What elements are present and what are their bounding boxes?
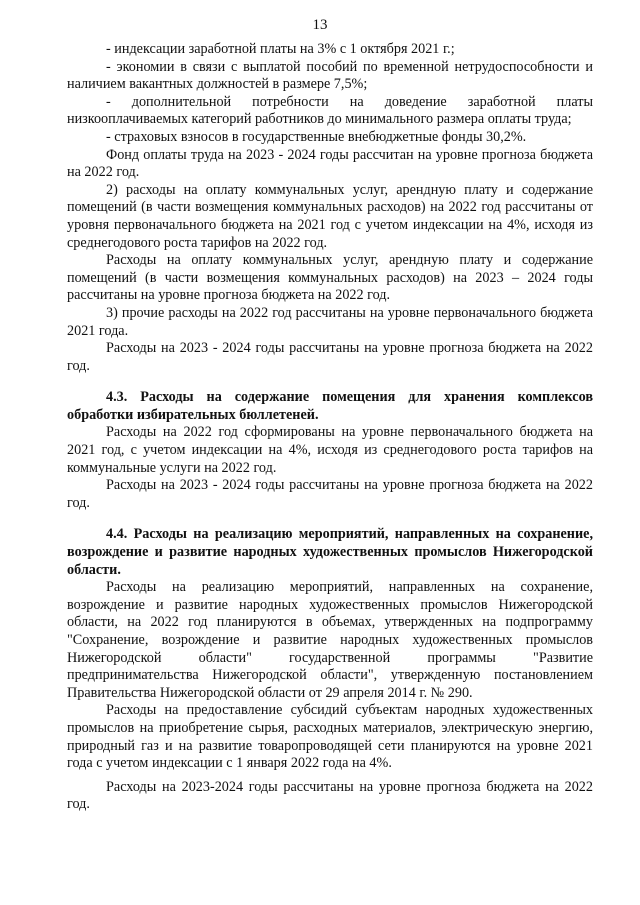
paragraph: 3) прочие расходы на 2022 год рассчитаны на уровне первоначального бюджета 2021 года. <box>67 304 593 339</box>
paragraph: Расходы на 2023 - 2024 годы рассчитаны на уровне прогноза бюджета на 2022 год. <box>67 340 593 374</box>
paragraph: - экономии в связи с выплатой пособий по временной нетрудоспособности и наличием вакантных должностей в размере 7,5%; <box>67 58 593 93</box>
paragraph: 2) расходы на оплату коммунальных услуг, арендную плату и содержание помещений (в части возмещения коммунальных расходов) на 2022 год рассчитаны от уровня первоначального бюджета на 2021 год с учетом индексации на 4%, исходя из среднегодового роста тарифов на 2022 год. <box>67 181 593 251</box>
paragraph: - страховых взносов в государственные внебюджетные фонды 30,2%. <box>106 128 527 145</box>
paragraph: Расходы на реализацию мероприятий, направленных на сохранение, возрождение и развитие народных художественных промыслов Нижегородской области, на 2022 год планируются в объемах, утвержденных на подпрограмму "Сохранение, возрождение и развитие народных художественных промыслов Нижегородской области" государственной программы "Развитие предпринимательства Нижегородской области", утвержденную постановлением Правительства Нижегородской области от 29 апреля 2014 г. № 290. <box>67 579 593 701</box>
document-body <box>67 41 593 814</box>
paragraph: - дополнительной потребности на доведение заработной платы низкооплачиваемых категорий работников до минимального размера оплаты труда; <box>67 93 593 128</box>
paragraph: Расходы на 2022 год сформированы на уровне первоначального бюджета на 2021 год, с учетом индексации на 4%, исходя из среднегодового роста тарифов на коммунальные услуги на 2022 год. <box>67 424 593 476</box>
paragraph: - индексации заработной платы на 3% с 1 октября 2021 г.; <box>106 41 455 57</box>
paragraph: Расходы на оплату коммунальных услуг, арендную плату и содержание помещений (в части возмещения коммунальных расходов) на 2023 – 2024 годы рассчитаны на уровне прогноза бюджета на 2022 год. <box>67 252 593 304</box>
paragraph: Расходы на предоставление субсидий субъектам народных художественных промыслов на приобретение сырья, расходных материалов, электрическую энергию, природный газ и на развитие товаропроводящей сети планируются на уровне 2021 года с учетом индексации с 1 января 2022 года на 4%. <box>67 702 593 772</box>
section-heading: 4.4. Расходы на реализацию мероприятий, направленных на сохранение, возрождение и развитие народных художественных промыслов Нижегородской области. <box>67 526 593 578</box>
paragraph: Фонд оплаты труда на 2023 - 2024 годы рассчитан на уровне прогноза бюджета на 2022 год. <box>67 146 593 181</box>
page-number: 13 <box>312 17 328 33</box>
paragraph: Расходы на 2023-2024 годы рассчитаны на уровне прогноза бюджета на 2022 год. <box>67 778 593 813</box>
section-heading: 4.3. Расходы на содержание помещения для хранения комплексов обработки избирательных бюллетеней. <box>67 389 593 423</box>
paragraph: Расходы на 2023 - 2024 годы рассчитаны на уровне прогноза бюджета на 2022 год. <box>67 477 593 511</box>
